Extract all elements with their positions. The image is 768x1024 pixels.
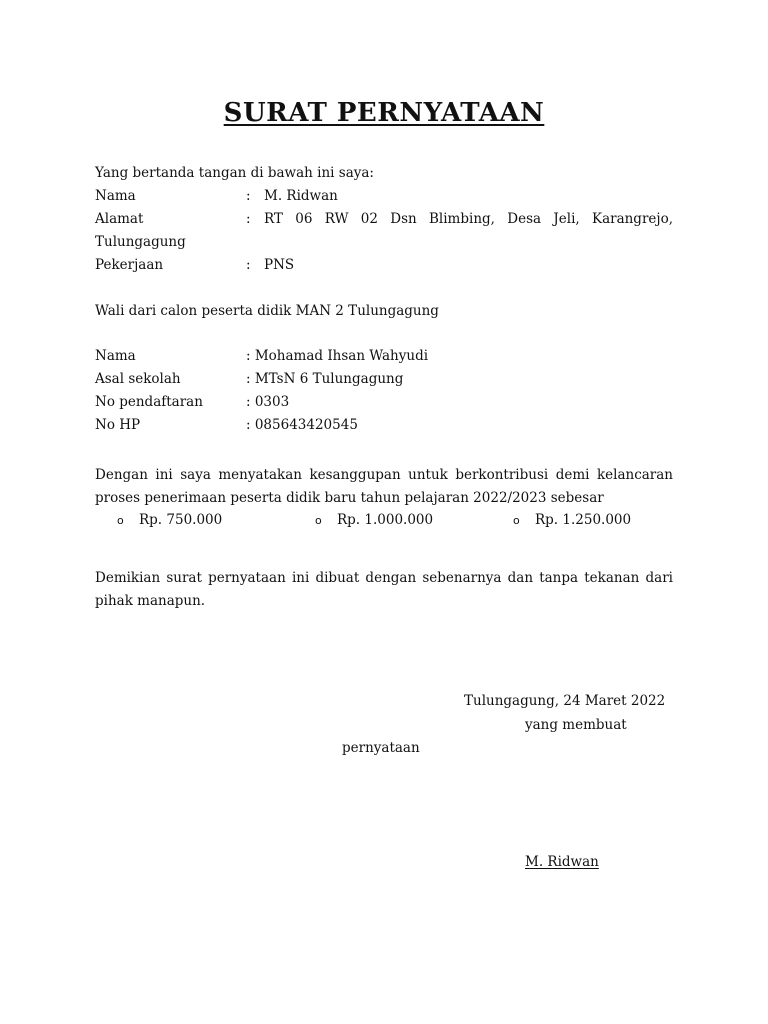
student-registration-value: : 0303 [246,394,290,410]
declarant-address-row [95,210,675,228]
declarant-occupation-label: Pekerjaan [95,257,164,273]
closing-line-1: Demikian surat pernyataan ini dibuat dengan sebenarnya dan tanpa tekanan dari [95,570,673,586]
declarant-name-label: Nama [95,188,136,204]
declarant-address-label: Alamat [95,211,144,227]
document-title: SURAT PERNYATAAN [223,98,545,128]
student-school-value: : MTsN 6 Tulungagung [246,371,404,387]
signer-name: M. Ridwan [525,854,599,870]
closing-line-2: pihak manapun. [95,593,206,609]
declarant-name-value: M. Ridwan [264,188,338,204]
student-name-row [95,347,675,365]
student-registration-row [95,393,675,411]
declarant-address-colon: : [246,211,251,227]
intro-text: Yang bertanda tangan di bawah ini saya: [95,165,374,181]
student-school-label: Asal sekolah [95,371,181,387]
declarant-address-continuation: Tulungagung [95,234,186,250]
option-bullet-icon: o [117,514,124,527]
option-label: Rp. 1.000.000 [337,512,434,528]
statement-line-2: proses penerimaan peserta didik baru tahun pelajaran 2022/2023 sebesar [95,490,604,506]
student-school-row [95,370,675,388]
option-bullet-icon: o [315,514,322,527]
student-phone-row [95,416,675,434]
declarant-name-row [95,187,675,205]
declarant-address-value: RT 06 RW 02 Dsn Blimbing, Desa Jeli, Karangrejo, [264,211,673,227]
student-name-label: Nama [95,348,136,364]
maker-label-line-1: yang membuat [525,717,627,733]
declarant-occupation-value: PNS [264,257,295,273]
declarant-occupation-row [95,256,675,274]
contribution-option-3 [513,511,631,530]
contribution-option-1 [117,511,222,530]
declarant-name-colon: : [246,188,251,204]
statement-line-1: Dengan ini saya menyatakan kesanggupan untuk berkontribusi demi kelancaran [95,467,673,483]
student-phone-label: No HP [95,417,141,433]
option-label: Rp. 750.000 [139,512,223,528]
guardian-statement: Wali dari calon peserta didik MAN 2 Tulungagung [95,303,439,319]
contribution-option-2 [315,511,433,530]
declarant-occupation-colon: : [246,257,251,273]
student-phone-value: : 085643420545 [246,417,358,433]
student-name-value: : Mohamad Ihsan Wahyudi [246,348,429,364]
place-date: Tulungagung, 24 Maret 2022 [464,693,666,709]
option-bullet-icon: o [513,514,520,527]
maker-label-line-2: pernyataan [342,740,420,756]
option-label: Rp. 1.250.000 [535,512,632,528]
student-registration-label: No pendaftaran [95,394,203,410]
